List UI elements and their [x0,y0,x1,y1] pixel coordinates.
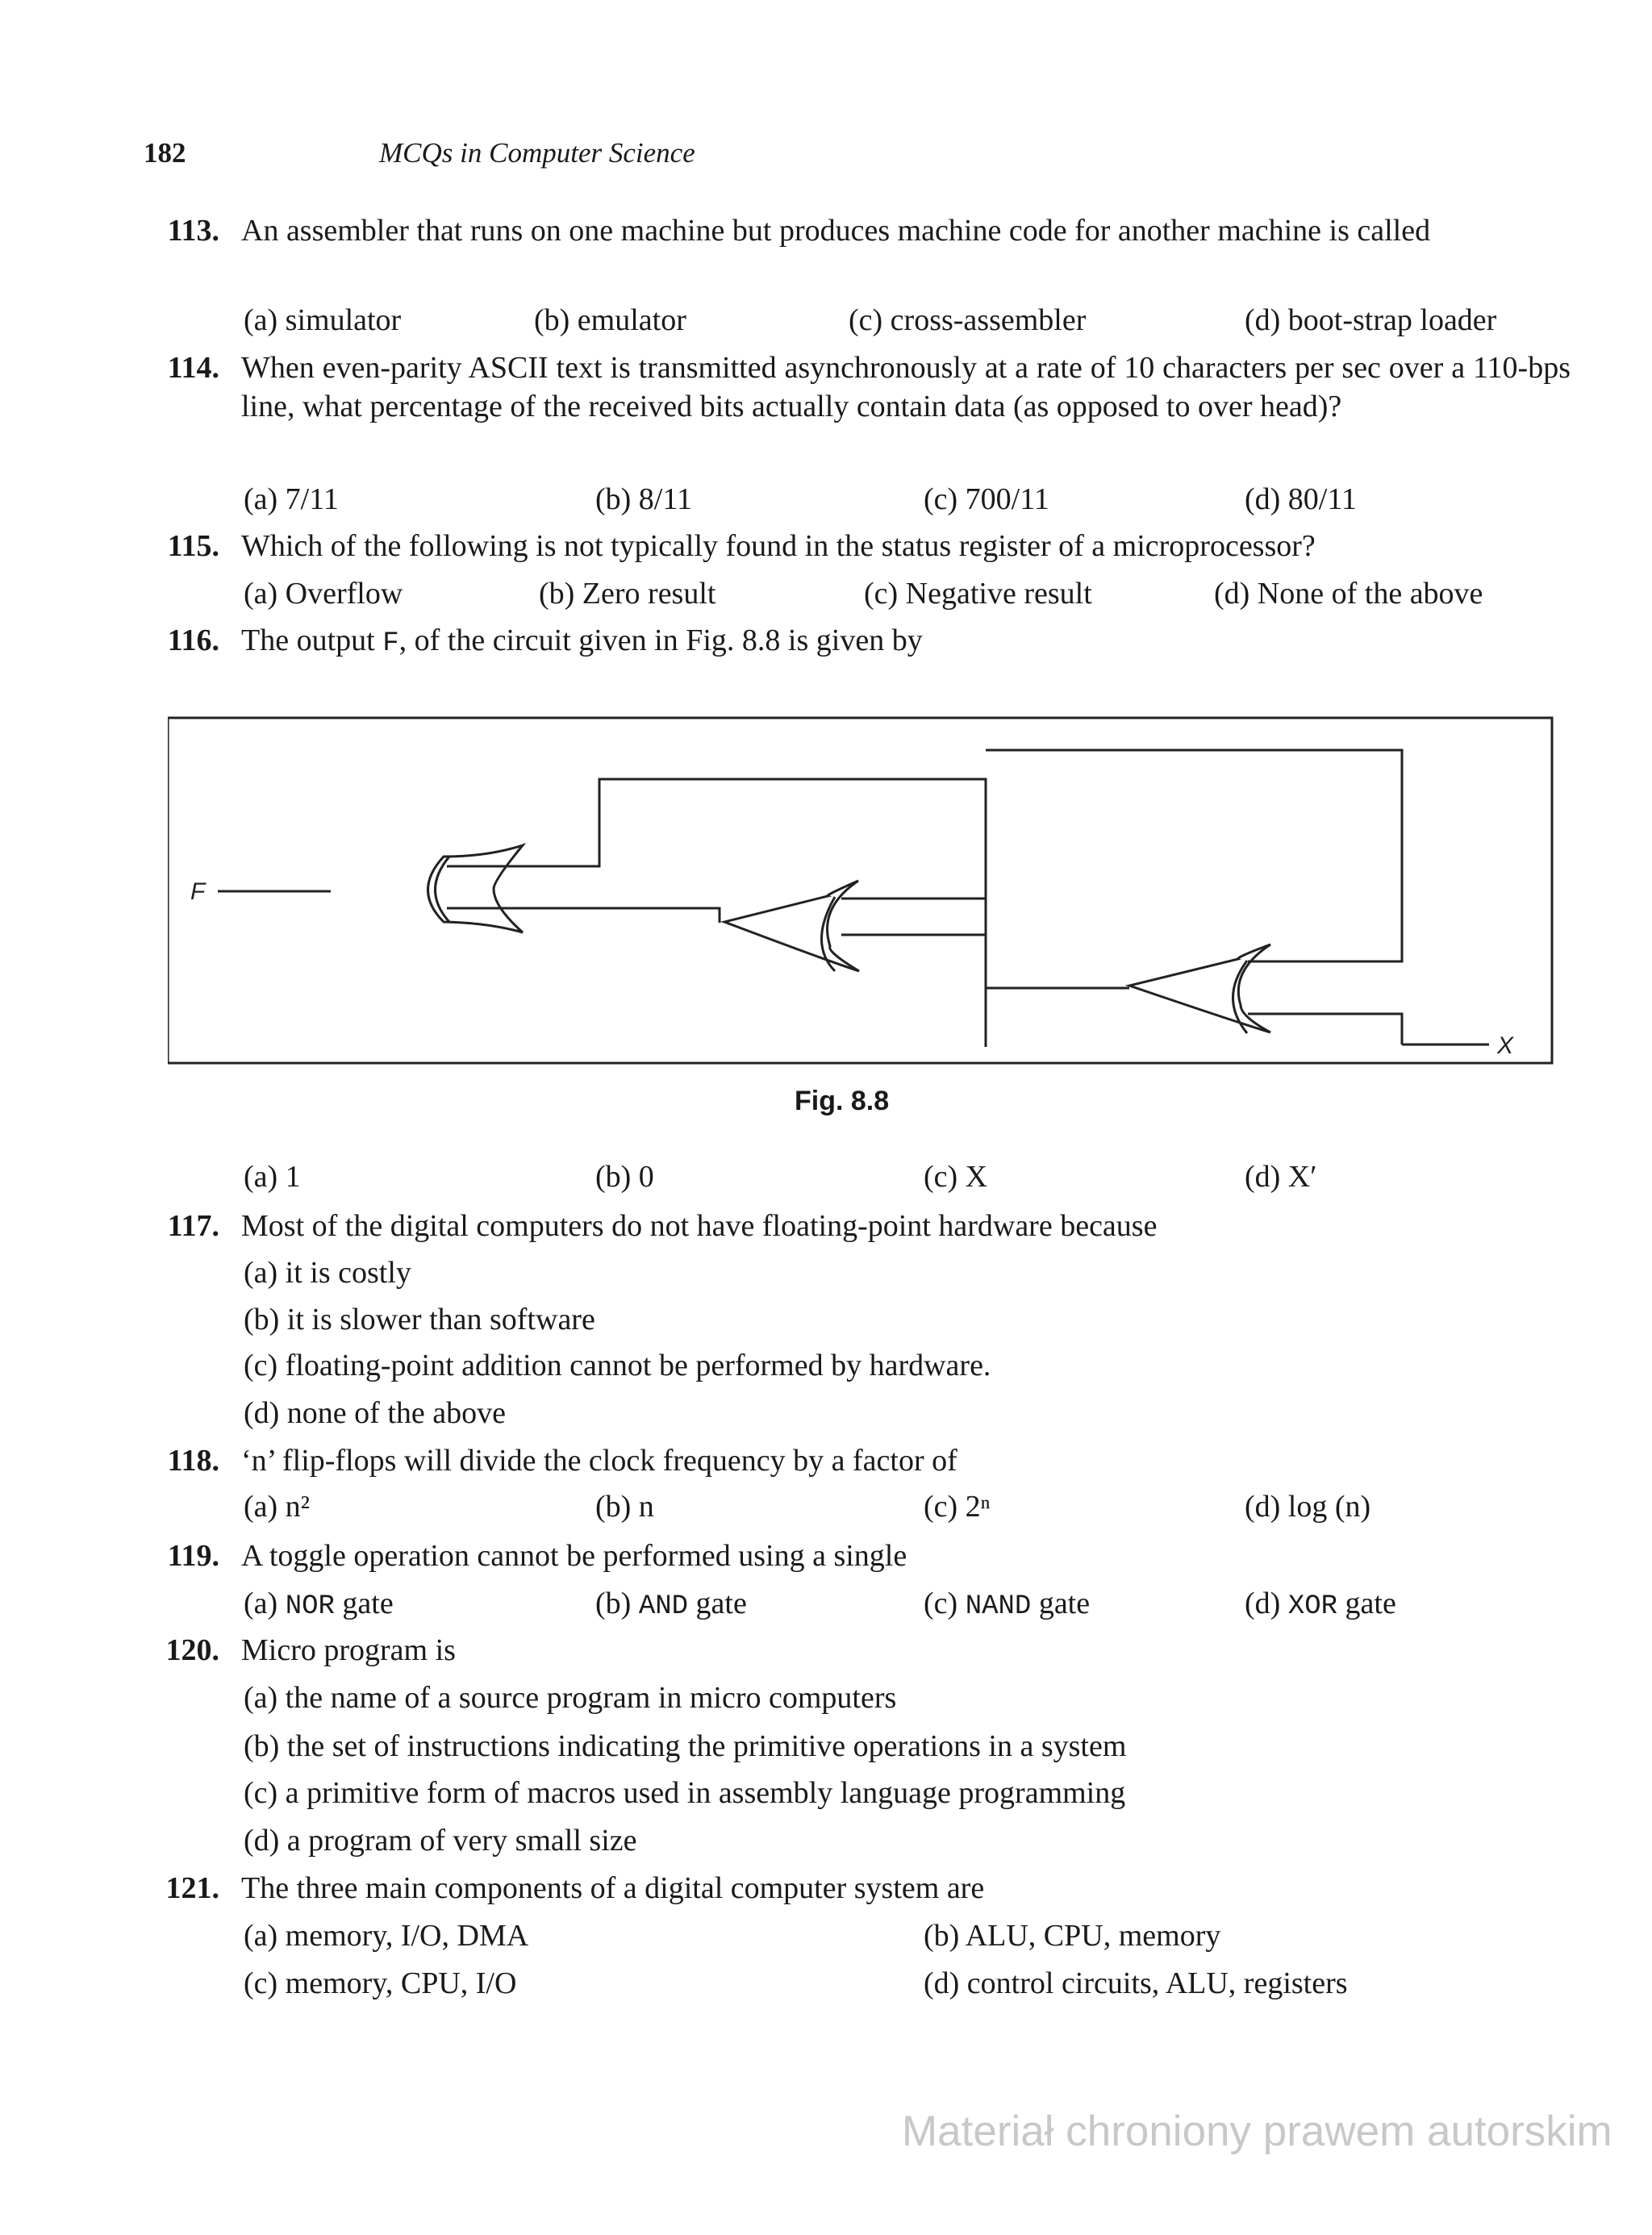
question-text: ‘n’ flip-flops will divide the clock frequency by a factor of [241,1444,957,1478]
question-number: 116. [167,623,219,657]
option-c: (c) 700/11 [924,482,1049,516]
question-number: 118. [167,1444,219,1478]
option-d: (d) X′ [1245,1160,1317,1194]
gate-name: NOR [285,1591,335,1622]
wire-g1-top-input [447,779,986,1047]
option-d: (d) 80/11 [1245,482,1357,516]
wire-g2-output-to-g1 [447,908,720,923]
question-text: When even-parity ASCII text is transmitted asynchronously at a rate of 10 characters per sec over a 110-bps line, what percentage of the received bits actually contain data (as opposed to over head)? [241,351,1571,423]
circuit-diagram [168,716,1554,1066]
page-number: 182 [144,137,186,169]
option-c: (c) floating-point addition cannot be performed by hardware. [244,1349,991,1382]
option-b: (b) ALU, CPU, memory [924,1919,1221,1953]
option-d: (d) a program of very small size [244,1824,637,1858]
option-b: (b) 8/11 [595,482,692,516]
question-text: A toggle operation cannot be performed using a single [241,1539,907,1573]
book-title: MCQs in Computer Science [379,137,695,169]
option-a: (a) it is costly [244,1256,411,1290]
option-a: (a) 7/11 [244,482,339,516]
question-number: 119. [167,1539,219,1573]
option-b: (b) emulator [534,303,686,337]
option-b: (b) Zero result [539,577,716,611]
question-number: 114. [167,351,219,385]
option-b: (b) AND gate [595,1587,747,1622]
option-a: (a) Overflow [244,577,403,611]
option-a: (a) 1 [244,1160,301,1194]
option-d: (d) control circuits, ALU, registers [924,1966,1348,2000]
option-a: (a) the name of a source program in micro computers [244,1681,897,1715]
xor-gate-1 [428,845,524,932]
option-d: (d) None of the above [1214,577,1483,611]
gate-name: XOR [1287,1591,1338,1622]
option-c: (c) Negative result [864,577,1092,611]
figure-caption: Fig. 8.8 [795,1086,890,1116]
question-text: An assembler that runs on one machine but produces machine code for another machine is called [241,214,1431,248]
question-text-continued: , of the circuit given in Fig. 8.8 is given by [398,623,923,657]
wire-g3-output-to-g2 [841,935,1129,988]
question-text: Most of the digital computers do not have floating-point hardware because [241,1209,1158,1243]
option-a: (a) n² [244,1490,311,1524]
option-c: (c) NAND gate [924,1587,1091,1622]
copyright-watermark: Materiał chroniony prawem autorskim [902,2108,1612,2155]
xor-gate-3 [1129,944,1270,1032]
output-label-f: F [190,878,206,905]
option-a: (a) memory, I/O, DMA [244,1919,529,1953]
wire-g3-bottom-input [1248,1014,1402,1045]
option-b: (b) n [595,1490,654,1524]
question-number: 121. [165,1871,219,1905]
question-number: 115. [167,529,219,563]
option-b: (b) the set of instructions indicating the primitive operations in a system [244,1729,1127,1763]
gate-name: NAND [965,1591,1032,1622]
option-c: (c) X [924,1160,988,1194]
gate-name: AND [638,1591,689,1622]
option-a: (a) NOR gate [244,1587,394,1622]
option-c: (c) cross-assembler [849,303,1087,337]
option-d: (d) none of the above [244,1396,506,1430]
option-d: (d) boot-strap loader [1245,303,1497,337]
question-number: 120. [165,1633,219,1667]
option-a: (a) simulator [244,303,402,337]
xor-gate-2 [724,881,859,971]
question-text: Which of the following is not typically found in the status register of a microprocessor? [241,529,1316,563]
question-text: The output [241,623,383,657]
option-c: (c) a primitive form of macros used in assembly language programming [244,1776,1126,1810]
question-text: Micro program is [241,1633,456,1667]
figure-border [168,718,1552,1063]
option-c: (c) 2ⁿ [924,1490,991,1524]
variable-f: F [382,628,399,659]
option-d: (d) XOR gate [1245,1587,1396,1622]
option-b: (b) it is slower than software [244,1303,595,1336]
option-b: (b) 0 [595,1160,654,1194]
wire-g3-top-input [986,750,1402,961]
question-number: 113. [167,214,219,248]
question-text: The three main components of a digital computer system are [241,1871,985,1905]
input-label-x: X [1497,1032,1514,1059]
option-d: (d) log (n) [1245,1490,1371,1524]
option-c: (c) memory, CPU, I/O [244,1966,517,2000]
question-number: 117. [167,1209,219,1243]
